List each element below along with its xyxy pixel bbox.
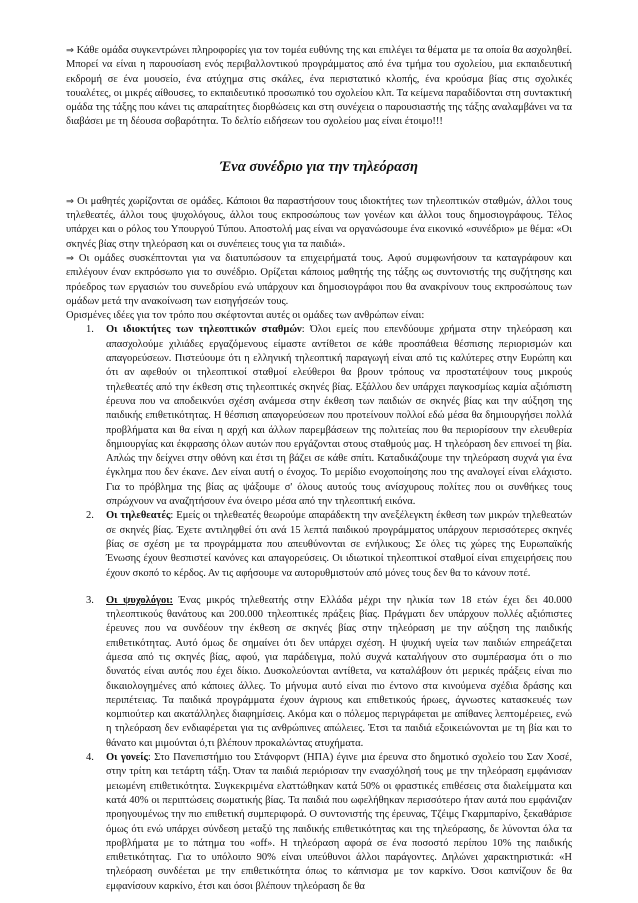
item-text: : Εμείς οι τηλεθεατές θεωρούμε απαράδεκτη την ανεξέλεγκτη έκθεση των μικρών τηλεθεατών σε σκηνές βίας. Έχετε αντιληφθεί ότι ανά 15 λεπτά παιδικού προγράμματος υπάρχουν περισσότερες σκηνές βίας σε σχέση με τα προγράμματα που απευθύνονται σε ενήλικους; Σε όλες τις χώρες της Ευρωπαϊκής Ένωσης έχουν θεσπιστεί κανόνες και απαγορεύσεις. Οι ιδιωτικοί τηλεοπτικοί σταθμοί είναι επιχειρήσεις που έχουν σκοπό το κέρδος. Αν τις αφήσουμε να αυτορυθμιστούν από μόνες τους δεν θα το κάνουν ποτέ. — [106, 510, 572, 579]
document-page — [66, 44, 572, 894]
meeting-paragraph — [66, 252, 572, 309]
item-text: : Όλοι εμείς που επενδύουμε χρήματα στην τηλεόραση και απασχολούμε χιλιάδες εργαζόμενους είμαστε αντίθετοι σε κάθε προσπάθεια θέσπισης περιορισμών και απαγορεύσεων. Πιστεύουμε ότι η ελληνική τηλεοπτική παραγωγή είναι από τις καλύτερες στην Ευρώπη και ότι αν αφεθούν οι τηλεοπτικοί σταθμοί ελεύθεροι θα βρουν τρόπους να προστατέψουν τους μικρούς τηλεθεατές από την έκθεση στις τηλεοπτικές σκηνές βίας. Εξάλλου δεν υπάρχει παγκοσμίως καμία αξιόπιστη έρευνα που να αποδεικνύει σχέση ανάμεσα στην έκθεση των παιδιών σε σκηνές βίας και την αύξηση της παιδικής επιθετικότητας. Η θέσπιση απαγορεύσεων που προτείνουν πολλοί εδώ μέσα θα δημιουργήσει πολλά προβλήματα και θα είναι η αρχή και άλλων παρεμβάσεων της πολιτείας που θα περιορίσουν την ελευθερία δημιουργίας και έκφρασης όλων αυτών που εργάζονται στους σταθμούς μας. Η τηλεόραση δεν επινοεί τη βία. Απλώς την δείχνει στην οθόνη και έτσι τη βάζει σε κάθε σπίτι. Καταδικάζουμε την τηλεόραση συχνά για ένα έγκλημα που δεν έκανε. Δεν είναι αυτή ο ένοχος. Το μερίδιο ενοχοποίησης που της αναλογεί είναι ελάχιστο. Για το πρόβλημα της βίας ας ψάξουμε σ' όλους αυτούς τους ανίσχυρους πολίτες που οι συνθήκες τους σπρώχνουν να αναζητήσουν ένα όνειρο μέσα από την τηλεοπτική εικόνα. — [106, 324, 572, 508]
right-double-arrow-icon: ⇒ — [66, 195, 74, 207]
intro-text: Κάθε ομάδα συγκεντρώνει πληροφορίες για τον τομέα ευθύνης της και επιλέγει τα θέματα με τα οποία θα ασχοληθεί. Μπορεί να είναι η παρουσίαση ενός περιβαλλοντικού προγράμματος από ένα τμήμα του σχολείου, μια εκπαιδευτική εκδρομή σε ένα μουσείο, ένα ατύχημα στις σκάλες, ένα περιστατικό κλοπής, ένα κρούσμα βίας στις σχολικές τουαλέτες, οι μικρές αίθουσες, το εκπαιδευτικό προσωπικό του σχολείου κλπ. Τα κείμενα παραδίδονται στη συντακτική ομάδα της τάξης που κάνει τις απαραίτητες διορθώσεις και στη συνέχεια ο παρουσιαστής της τάξης αναλαμβάνει να τα διαβάσει με τη δέουσα σοβαρότητα. Το δελτίο ειδήσεων του σχολείου μας είναι έτοιμο!!! — [66, 45, 572, 128]
intro-paragraph — [66, 44, 572, 130]
item-label: Οι γονείς — [106, 752, 148, 764]
list-number: 3. — [86, 594, 94, 606]
list-item-parents — [66, 751, 572, 894]
list-number: 2. — [86, 510, 94, 522]
list-item-viewers — [66, 509, 572, 580]
ideas-list — [66, 323, 572, 894]
item-text: : Στο Πανεπιστήμιο του Στάνφορντ (ΗΠΑ) έγινε μια έρευνα στο δημοτικό σχολείο του Σαν Χοσέ, στην τρίτη και τετάρτη τάξη. Όταν τα παιδιά περιόρισαν την ενασχόλησή τους με την τηλεόραση εμφάνισαν μειωμένη επιθετικότητα. Συγκεκριμένα ελαττώθηκαν κατά 50% οι φραστικές επιθέσεις στα διαλείμματα και κατά 40% οι περιπτώσεις σωματικής βίας. Τα παιδιά που ωφελήθηκαν περισσότερο ήταν αυτά που εμφάνιζαν προηγουμένως την πιο επιθετική συμπεριφορά. Ο συντονιστής της έρευνας, Τζέιμς Γκαρμπαρίνο, ξεκαθάρισε όμως ότι ενώ υπάρχει σύνδεση μεταξύ της παιδικής επιθετικότητας και της τηλεόρασης, δε λύνονται όλα τα προβλήματα με το πάτημα του «off». Η τηλεόραση αφορά σε ένα ποσοστό περίπου 10% της παιδικής επιθετικότητας. Για το υπόλοιπο 90% είναι υπεύθυνοι άλλοι παράγοντες. Δηλώνει χαρακτηριστικά: «Η τηλεόραση συνδέεται με την επιθετικότητα όπως το κάπνισμα με τον καρκίνο. Όσοι καπνίζουν δε θα εμφανίσουν καρκίνο, έτσι και όσοι βλέπουν τηλεόραση δε θα — [106, 752, 572, 892]
meeting-text: Οι ομάδες συσκέπτονται για να διατυπώσουν τα επιχειρήματά τους. Αφού συμφωνήσουν τα καταγράφουν και επιλέγουν έναν εκπρόσωπο για το συνέδριο. Ορίζεται κάποιος μαθητής της τάξης ως συντονιστής της συζήτησης και πρόεδρος των εργασιών του συνεδρίου ενώ υπάρχουν και δημοσιογράφοι που θα ανακρίνουν τους εκπροσώπους των ομάδων μετά την ανακοίνωση των εισηγήσεών τους. — [66, 252, 572, 307]
section-title: Ένα συνέδριο για την τηλεόραση — [220, 158, 418, 175]
list-number: 4. — [86, 752, 94, 764]
item-label: Οι ψυχολόγοι: — [106, 594, 173, 606]
list-item-psychologists — [66, 594, 572, 751]
list-number: 1. — [86, 324, 94, 336]
groups-text: Οι μαθητές χωρίζονται σε ομάδες. Κάποιοι θα παραστήσουν τους ιδιοκτήτες των τηλεοπτικών σταθμών, άλλοι τους τηλεθεατές, άλλοι τους ψυχολόγους, άλλοι τους εκπροσώπους των γονέων και άλλοι τους δημοσιογράφους. Τέλος υπάρχει και ο ρόλος του Υπουργού Τύπου. Αποστολή μας είναι να οργανώσουμε ένα εικονικό «συνέδριο» με θέμα: «Οι σκηνές βίας στην τηλεόραση και οι συνέπειες τους για τα παιδιά». — [66, 195, 572, 250]
right-double-arrow-icon: ⇒ — [66, 45, 74, 56]
list-item-owners — [66, 323, 572, 509]
item-label: Οι τηλεθεατές — [106, 510, 171, 522]
item-label: Οι ιδιοκτήτες των τηλεοπτικών σταθμών — [106, 324, 302, 336]
right-double-arrow-icon: ⇒ — [66, 252, 74, 264]
item-text: Ένας μικρός τηλεθεατής στην Ελλάδα μέχρι την ηλικία των 18 ετών έχει δει 40.000 τηλεοπτικούς θανάτους και 200.000 τηλεοπτικές πράξεις βίας. Πράγματι δεν υπάρχουν πολλές αξιόπιστες έρευνες που να συνδέουν την έκθεση σε σκηνές βίας στην τηλεόραση με την αύξηση της παιδικής επιθετικότητας. Αυτό όμως δε σημαίνει ότι δεν υπάρχει σχέση. Η ψυχική υγεία των παιδιών επηρεάζεται άμεσα από τις σκηνές βίας, αφού, για παράδειγμα, πολύ συχνά καταλήγουν στο συμπέρασμα ότι ο πιο δυνατός είναι αυτός που έχει δίκιο. Δυσκολεύονται αντίθετα, να καταλάβουν ότι μερικές πράξεις είναι πιο δικαιολογημένες από κάποιες άλλες. Το μήνυμα αυτό είναι πιο έντονο στα κινούμενα σχέδια δράσης και περιπέτειας. Τα παιδικά προγράμματα έχουν άγριους και επιθετικούς ήρωες, άγνωστες κατασκευές των κομπιούτερ και ακατάλληλες διαφημίσεις. Ακόμα και ο πόλεμος περιγράφεται με απίθανες λεπτομέρειες, ενώ η τηλεόραση δεν ενδιαφέρεται για τις ανθρώπινες απώλειες. Έτσι τα παιδιά εξοικειώνονται με τη βία και το θάνατο και μιμούνται ό,τι βλέπουν προκαλώντας ατυχήματα. — [106, 594, 573, 749]
groups-paragraph — [66, 195, 572, 252]
ideas-intro: Ορισμένες ιδέες για τον τρόπο που σκέφτονται αυτές οι ομάδες των ανθρώπων είναι: — [66, 310, 425, 322]
